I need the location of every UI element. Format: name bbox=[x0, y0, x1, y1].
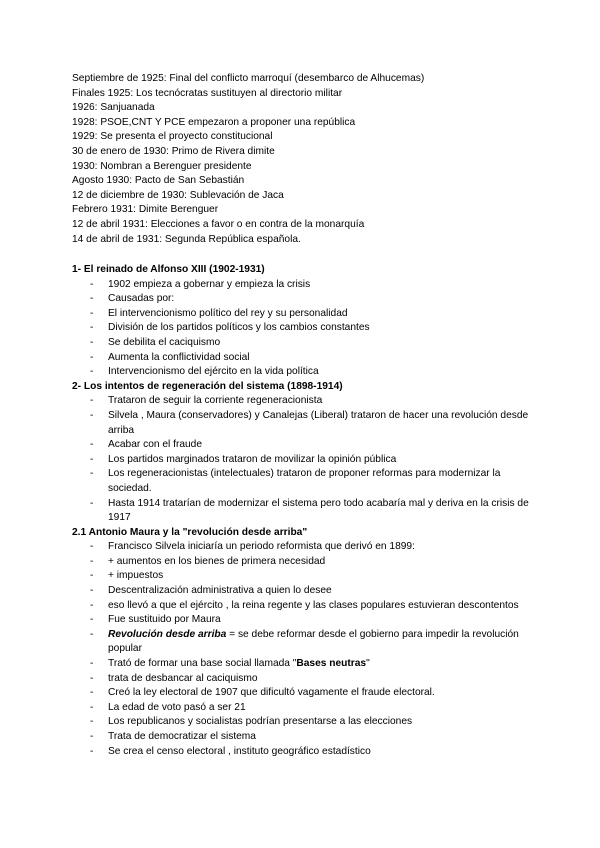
bullet-dash: - bbox=[90, 278, 94, 290]
timeline-entry: Agosto 1930: Pacto de San Sebastián bbox=[72, 175, 245, 187]
section-1-list bbox=[72, 278, 532, 380]
section-heading-2: 2- Los intentos de regeneración del sistema (1898-1914) bbox=[72, 380, 343, 392]
list-item-text: El intervencionismo político del rey y su personalidad bbox=[108, 307, 348, 319]
list-item-text: eso llevó a que el ejército , la reina regente y las clases populares estuvieran descontentos bbox=[108, 599, 519, 611]
section-heading-2-1: 2.1 Antonio Maura y la "revolución desde arriba" bbox=[72, 526, 308, 538]
revolution-term: Revolución desde arriba bbox=[108, 628, 227, 640]
list-item-text: Hasta 1914 tratarían de modernizar el sistema pero todo acabaría mal y deriva en la crisis de 1917 bbox=[108, 497, 529, 524]
timeline-entry: Finales 1925: Los tecnócratas sustituyen al directorio militar bbox=[72, 87, 343, 99]
list-item-text: + aumentos en los bienes de primera necesidad bbox=[108, 555, 326, 567]
bullet-dash: - bbox=[90, 570, 94, 582]
list-item-text: 1902 empieza a gobernar y empieza la crisis bbox=[108, 278, 311, 290]
bullet-dash: - bbox=[90, 497, 94, 509]
list-item bbox=[72, 438, 532, 453]
section-heading-1: 1- El reinado de Alfonso XIII (1902-1931) bbox=[72, 264, 265, 275]
bullet-dash: - bbox=[90, 716, 94, 728]
list-item bbox=[72, 730, 532, 745]
list-item bbox=[72, 599, 532, 614]
bases-term: Bases neutras bbox=[296, 658, 367, 670]
list-item bbox=[72, 453, 532, 468]
list-item-text: La edad de voto pasó a ser 21 bbox=[108, 701, 246, 713]
list-item bbox=[72, 540, 532, 555]
list-item bbox=[72, 409, 532, 438]
list-item bbox=[72, 569, 532, 584]
list-item-text: trata de desbancar al caciquismo bbox=[108, 672, 258, 684]
list-item bbox=[72, 584, 532, 599]
list-item bbox=[72, 628, 532, 657]
bases-prefix: Trató de formar una base social llamada " bbox=[108, 658, 297, 670]
bullet-dash: - bbox=[90, 585, 94, 597]
timeline-entry: 14 de abril de 1931: Segunda República española. bbox=[72, 233, 301, 245]
list-item bbox=[72, 555, 532, 570]
list-item-text: Aumenta la conflictividad social bbox=[108, 351, 250, 363]
bullet-dash: - bbox=[90, 687, 94, 699]
notes-content bbox=[72, 263, 532, 759]
bullet-dash: - bbox=[90, 351, 94, 363]
bullet-dash: - bbox=[90, 599, 94, 611]
bullet-dash: - bbox=[90, 409, 94, 421]
bullet-dash: - bbox=[90, 366, 94, 378]
list-item bbox=[72, 715, 532, 730]
section-2-1-list bbox=[72, 540, 532, 759]
list-item-text: Silvela , Maura (conservadores) y Canalejas (Liberal) trataron de hacer una revolución desde arriba bbox=[108, 409, 529, 436]
list-item-text: Creó la ley electoral de 1907 que dificultó vagamente el fraude electoral. bbox=[108, 687, 435, 699]
list-item-text: + impuestos bbox=[108, 570, 164, 582]
timeline-entry: 12 de abril 1931: Elecciones a favor o en contra de la monarquía bbox=[72, 218, 365, 230]
list-item-text: Los regeneracionistas (intelectuales) trataron de proponer reformas para modernizar la sociedad. bbox=[108, 468, 501, 494]
bullet-dash: - bbox=[90, 468, 94, 480]
bullet-dash: - bbox=[90, 555, 94, 567]
list-item-text: Descentralización administrativa a quien lo desee bbox=[108, 585, 332, 597]
bullet-dash: - bbox=[90, 453, 94, 465]
bullet-dash: - bbox=[90, 395, 94, 407]
bases-suffix: " bbox=[366, 658, 370, 670]
list-item bbox=[72, 336, 532, 351]
timeline-entry: 1928: PSOE,CNT Y PCE empezaron a proponer una república bbox=[72, 116, 356, 128]
list-item-text: Trata de democratizar el sistema bbox=[108, 731, 256, 742]
timeline-entry: Febrero 1931: Dimite Berenguer bbox=[72, 204, 219, 216]
bullet-dash: - bbox=[90, 614, 94, 626]
section-2-list bbox=[72, 394, 532, 525]
bullet-dash: - bbox=[90, 658, 94, 670]
list-item-text: División de los partidos políticos y los cambios constantes bbox=[108, 322, 370, 334]
list-item bbox=[72, 672, 532, 687]
list-item bbox=[72, 686, 532, 701]
list-item-text: Fue sustituido por Maura bbox=[108, 614, 221, 626]
list-item-text: Causadas por: bbox=[108, 293, 175, 305]
timeline-entry: 30 de enero de 1930: Primo de Rivera dimite bbox=[72, 145, 275, 157]
timeline bbox=[72, 72, 552, 247]
list-item bbox=[72, 365, 532, 380]
list-item-text: Acabar con el fraude bbox=[108, 439, 203, 451]
list-item bbox=[72, 278, 532, 293]
bullet-dash: - bbox=[90, 439, 94, 451]
bullet-dash: - bbox=[90, 628, 94, 640]
list-item bbox=[72, 307, 532, 322]
bullet-dash: - bbox=[90, 541, 94, 553]
bullet-dash: - bbox=[90, 701, 94, 713]
list-item-text: Los republicanos y socialistas podrían presentarse a las elecciones bbox=[108, 716, 413, 728]
list-item-text: Se crea el censo electoral , instituto geográfico estadístico bbox=[108, 745, 371, 757]
timeline-entry: 1930: Nombran a Berenguer presidente bbox=[72, 160, 252, 172]
bullet-dash: - bbox=[90, 307, 94, 319]
list-item bbox=[72, 613, 532, 628]
timeline-entry: 12 de diciembre de 1930: Sublevación de Jaca bbox=[72, 189, 284, 201]
list-item bbox=[72, 351, 532, 366]
list-item bbox=[72, 292, 532, 307]
bullet-dash: - bbox=[90, 322, 94, 334]
list-item bbox=[72, 321, 532, 336]
bullet-dash: - bbox=[90, 672, 94, 684]
list-item-text: Trataron de seguir la corriente regeneracionista bbox=[108, 395, 323, 407]
timeline-entry: Septiembre de 1925: Final del conflicto marroquí (desembarco de Alhucemas) bbox=[72, 73, 425, 84]
bullet-dash: - bbox=[90, 336, 94, 348]
list-item bbox=[72, 467, 532, 496]
bullet-dash: - bbox=[90, 731, 94, 742]
bullet-dash: - bbox=[90, 745, 94, 757]
list-item bbox=[72, 701, 532, 716]
timeline-entry: 1929: Se presenta el proyecto constitucional bbox=[72, 131, 273, 143]
list-item bbox=[72, 497, 532, 526]
timeline-entry: 1926: Sanjuanada bbox=[72, 102, 155, 114]
list-item bbox=[72, 657, 532, 672]
list-item-text: Intervencionismo del ejército en la vida política bbox=[108, 366, 319, 378]
list-item-text: Francisco Silvela iniciaría un periodo reformista que derivó en 1899: bbox=[108, 541, 415, 553]
list-item bbox=[72, 745, 532, 760]
revolution-definition: = se debe reformar desde el gobierno para impedir la revolución popular bbox=[108, 628, 519, 655]
bullet-dash: - bbox=[90, 293, 94, 305]
list-item bbox=[72, 394, 532, 409]
list-item-text: Se debilita el caciquismo bbox=[108, 336, 221, 348]
list-item-text: Los partidos marginados trataron de movilizar la opinión pública bbox=[108, 453, 397, 465]
